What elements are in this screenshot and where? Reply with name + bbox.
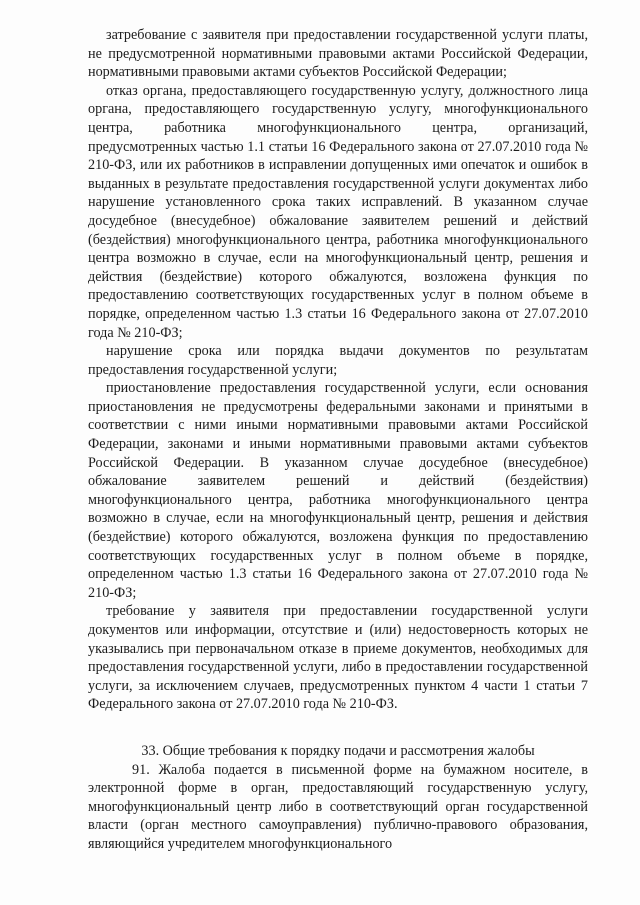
paragraph-91: 91. Жалоба подается в письменной форме на бумажном носителе, в электронной форме в орган, предоставляющий государственную услугу, многофункциональный центр либо в соответствующий орган государственной власти (орган местного самоуправления) публично-правового образования, являющийся учредителем многофункционального (88, 761, 588, 852)
section-heading: 33. Общие требования к порядку подачи и рассмотрения жалобы (141, 742, 535, 759)
paragraph-document-demand: требование у заявителя при предоставлении государственной услуги документов или информации, отсутствие и (или) недостоверность которых не указывались при первоначальном отказе в приеме документов, необходимых для предоставления государственной услуги, либо в предоставлении государственной услуги, за исключением случаев, предусмотренных пунктом 4 части 1 статьи 7 Федерального закона от 27.07.2010 года № 210-ФЗ. (88, 603, 588, 713)
paragraph-issuance-deadline: нарушение срока или порядка выдачи документов по результатам предоставления государственной услуги; (88, 343, 588, 378)
paragraph-suspension: приостановление предоставления государственной услуги, если основания приостановления не предусмотрены федеральными законами и принятыми в соответствии с ними иными нормативными правовыми актами Российской Федерации, законами и иными нормативными правовыми актами субъектов Российской Федерации. В указанном случае досудебное (внесудебное) обжалование заявителем решений и действий (бездействия) многофункционального центра, работника многофункционального центра возможно в случае, если на многофункциональный центр, решения и действия (бездействие) которого обжалуются, возложена функция по предоставлению соответствующих государственных услуг в полном объеме в порядке, определенном частью 1.3 статьи 16 Федерального закона от 27.07.2010 года № 210-ФЗ; (88, 380, 588, 601)
document-body (88, 26, 588, 854)
paragraph-refusal-correction: отказ органа, предоставляющего государственную услугу, должностного лица органа, предоставляющего государственную услугу, многофункционального центра, работника многофункционального центра, организаций, предусмотренных частью 1.1 статьи 16 Федерального закона от 27.07.2010 года № 210-ФЗ, или их работников в исправлении допущенных ими опечаток и ошибок в выданных в результате предоставления государственной услуги документах либо нарушение установленного срока таких исправлений. В указанном случае досудебное (внесудебное) обжалование заявителем решений и действий (бездействия) многофункционального центра, работника многофункционального центра возможно в случае, если на многофункциональный центр, решения и действия (бездействие) которого обжалуются, возложена функция по предоставлению соответствующих государственных услуг в полном объеме в порядке, определенном частью 1.3 статьи 16 Федерального закона от 27.07.2010 года № 210-ФЗ; (88, 82, 588, 341)
paragraph-fee-demand: затребование с заявителя при предоставлении государственной услуги платы, не предусмотренной нормативными правовыми актами Российской Федерации, нормативными правовыми актами субъектов Российской Федерации; (88, 27, 588, 81)
